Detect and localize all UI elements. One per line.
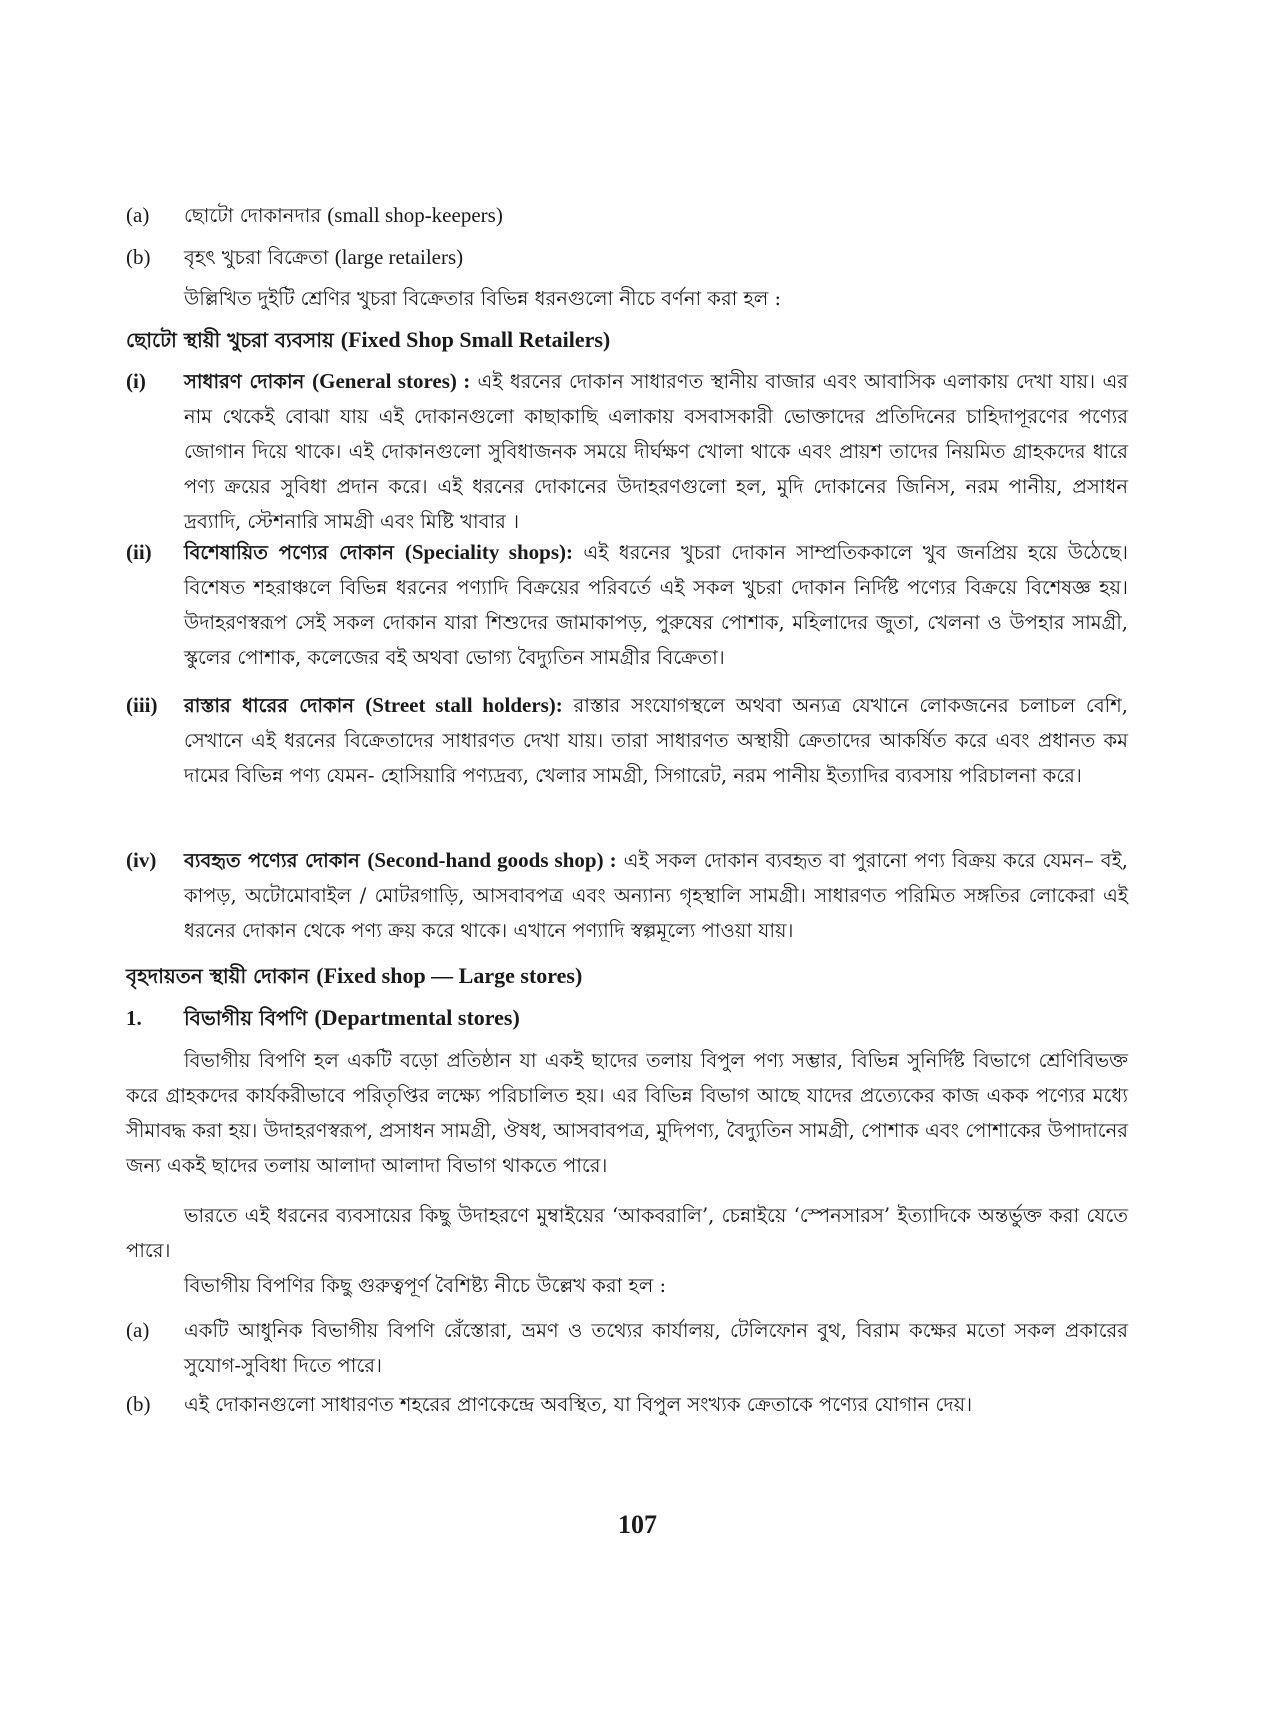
item-text: এই ধরনের দোকান সাধারণত স্থানীয় বাজার এবং আবাসিক এলাকায় দেখা যায়। এর নাম থেকেই বোঝা যায় এই দোকানগুলো কাছাকাছি এলাকায় বসবাসকারী ভোক্তাদের প্রতিদিনের চাহিদাপূরণের পণ্যের জোগান দিয়ে থাকে। এই দোকানগুলো সুবিধাজনক সময়ে দীর্ঘক্ষণ খোলা থাকে এবং প্রায়শ তাদের নিয়মিত গ্রাহকদের ধারে পণ্য ক্রয়ের সুবিধা প্রদান করে। এই ধরনের দোকানের উদাহরণগুলো হল, মুদি দোকানের জিনিস, নরম পানীয়, প্রসাধন দ্রব্যাদি, স্টেশনারি সামগ্রী এবং মিষ্টি খাবার । <box>184 370 1128 533</box>
item-label: (a) <box>126 1318 150 1342</box>
item-label: (a) <box>126 203 150 227</box>
item-label: (iv) <box>126 848 157 872</box>
item-street-stall-holders <box>126 688 1128 793</box>
item-title-bn: বিশেষায়িত পণ্যের দোকান <box>184 541 405 564</box>
item-text: এই ধরনের খুচরা দোকান সাম্প্রতিককালে খুব জনপ্রিয় হয়ে উঠেছে। বিশেষত শহরাঞ্চলে বিভিন্ন ধরনের পণ্যাদি বিক্রয়ের পরিবর্তে এই সকল খুচরা দোকান নির্দিষ্ট পণ্যের বিক্রয়ে বিশেষজ্ঞ হয়। উদাহরণস্বরূপ সেই সকল দোকান যারা শিশুদের জামাকাপড়, পুরুষের পোশাক, মহিলাদের জুতা, খেলনা ও উপহার সামগ্রী, স্কুলের পোশাক, কলেজের বই অথবা ভোগ্য বৈদ্যুতিন সামগ্রীর বিক্রেতা। <box>184 541 1128 669</box>
item-title-bn: রাস্তার ধারের দোকান <box>184 694 366 717</box>
item-title-en: (Second-hand goods shop) : <box>367 848 617 872</box>
sub-label: 1. <box>126 1006 142 1030</box>
item-title-en: (General stores) : <box>312 369 471 393</box>
item-text-bn: বৃহৎ খুচরা বিক্রেতা <box>184 246 335 269</box>
paragraph-features-intro <box>126 1268 1128 1303</box>
item-title-bn: ব্যবহৃত পণ্যের দোকান <box>184 849 368 872</box>
feature-item-facilities <box>126 1313 1128 1383</box>
heading-bn: বৃহদায়তন স্থায়ী দোকান <box>126 964 317 988</box>
item-title-en: (Speciality shops): <box>404 540 573 564</box>
item-label: (ii) <box>126 540 152 564</box>
intro-note <box>126 281 1128 316</box>
paragraph-definition: বিভাগীয় বিপণি হল একটি বড়ো প্রতিষ্ঠান যা একই ছাদের তলায় বিপুল পণ্য সম্ভার, বিভিন্ন সুনির্দিষ্ট বিভাগে শ্রেণিবিভক্ত করে গ্রাহকদের কার্যকরীভাবে পরিতৃপ্তির লক্ষ্যে পরিচালিত হয়। এর বিভিন্ন বিভাগ আছে যাদের প্রত্যেকের কাজ একক পণ্যের মধ্যে সীমাবদ্ধ করা হয়। উদাহরণস্বরূপ, প্রসাধন সামগ্রী, ঔষধ, আসবাবপত্র, মুদিপণ্য, বৈদ্যুতিন সামগ্রী, পোশাক এবং পোশাকের উপাদানের জন্য একই ছাদের তলায় আলাদা আলাদা বিভাগ থাকতে পারে। <box>126 1049 1128 1177</box>
item-general-stores <box>126 364 1128 539</box>
heading-en: (Fixed shop — Large stores) <box>316 963 583 988</box>
feature-item-location <box>126 1387 1128 1422</box>
list-item-small-shopkeepers <box>126 198 1128 233</box>
item-speciality-shops <box>126 535 1128 675</box>
page-number: 107 <box>618 1510 657 1539</box>
item-text: এই সকল দোকান ব্যবহৃত বা পুরানো পণ্য বিক্রয় করে যেমন– বই, কাপড়, অটোমোবাইল / মোটরগাড়ি, আসবাবপত্র এবং অন্যান্য গৃহস্থালি সামগ্রী। সাধারণত পরিমিত সঙ্গতির লোকেরা এই ধরনের দোকান থেকে পণ্য ক্রয় করে থাকে। এখানে পণ্যাদি স্বল্পমূল্যে পাওয়া যায়। <box>184 849 1129 942</box>
heading-en: (Fixed Shop Small Retailers) <box>340 327 611 352</box>
heading-bn: ছোটো স্থায়ী খুচরা ব্যবসায় <box>126 328 341 352</box>
features-intro-text: বিভাগীয় বিপণির কিছু গুরুত্বপূর্ণ বৈশিষ্ট্য নীচে উল্লেখ করা হল : <box>184 1274 667 1297</box>
item-text-en: (large retailers) <box>334 245 464 269</box>
item-second-hand-shop <box>126 843 1128 948</box>
item-text-bn: ছোটো দোকানদার <box>184 204 328 227</box>
item-label: (b) <box>126 1392 151 1416</box>
sub-title-en: (Departmental stores) <box>314 1005 520 1030</box>
item-title-en: (Street stall holders): <box>365 693 563 717</box>
sub-title-bn: বিভাগীয় বিপণি <box>184 1006 315 1030</box>
item-text: এই দোকানগুলো সাধারণত শহরের প্রাণকেন্দ্রে অবস্থিত, যা বিপুল সংখ্যক ক্রেতাকে পণ্যের যোগান দেয়। <box>184 1393 973 1416</box>
item-text: একটি আধুনিক বিভাগীয় বিপণি রেঁস্তোরা, ভ্রমণ ও তথ্যের কার্যালয়, টেলিফোন বুথ, বিরাম কক্ষের মতো সকল প্রকারের সুযোগ-সুবিধা দিতে পারে। <box>184 1319 1128 1377</box>
item-text: রাস্তার সংযোগস্থলে অথবা অন্যত্র যেখানে লোকজনের চলাচল বেশি, সেখানে এই ধরনের বিক্রেতাদের সাধারণত দেখা যায়। তারা সাধারণত অস্থায়ী ক্রেতাদের আকর্ষিত করে এবং প্রধানত কম দামের বিভিন্ন পণ্য যেমন- হোসিয়ারি পণ্যদ্রব্য, খেলার সামগ্রী, সিগারেট, নরম পানীয় ইত্যাদির ব্যবসায় পরিচালনা করে। <box>184 694 1128 787</box>
item-label: (b) <box>126 245 151 269</box>
paragraph-examples: ভারতে এই ধরনের ব্যবসায়ের কিছু উদাহরণে মুম্বাইয়ের ‘আকবরালি’, চেন্নাইয়ে ‘স্পেনসারস’ ইত্যাদিকে অন্তর্ভুক্ত করা যেতে পারে। <box>126 1204 1128 1262</box>
note-text: উল্লিখিত দুইটি শ্রেণির খুচরা বিক্রেতার বিভিন্ন ধরনগুলো নীচে বর্ণনা করা হল : <box>184 287 782 310</box>
section-heading-large-stores <box>126 958 1128 994</box>
section-heading-small-retailers <box>126 322 1128 358</box>
item-text-en: (small shop-keepers) <box>327 203 503 227</box>
item-label: (i) <box>126 369 146 393</box>
subheading-departmental-stores <box>126 1000 1128 1036</box>
item-label: (iii) <box>126 693 158 717</box>
item-title-bn: সাধারণ দোকান <box>184 370 313 393</box>
list-item-large-retailers <box>126 240 1128 275</box>
